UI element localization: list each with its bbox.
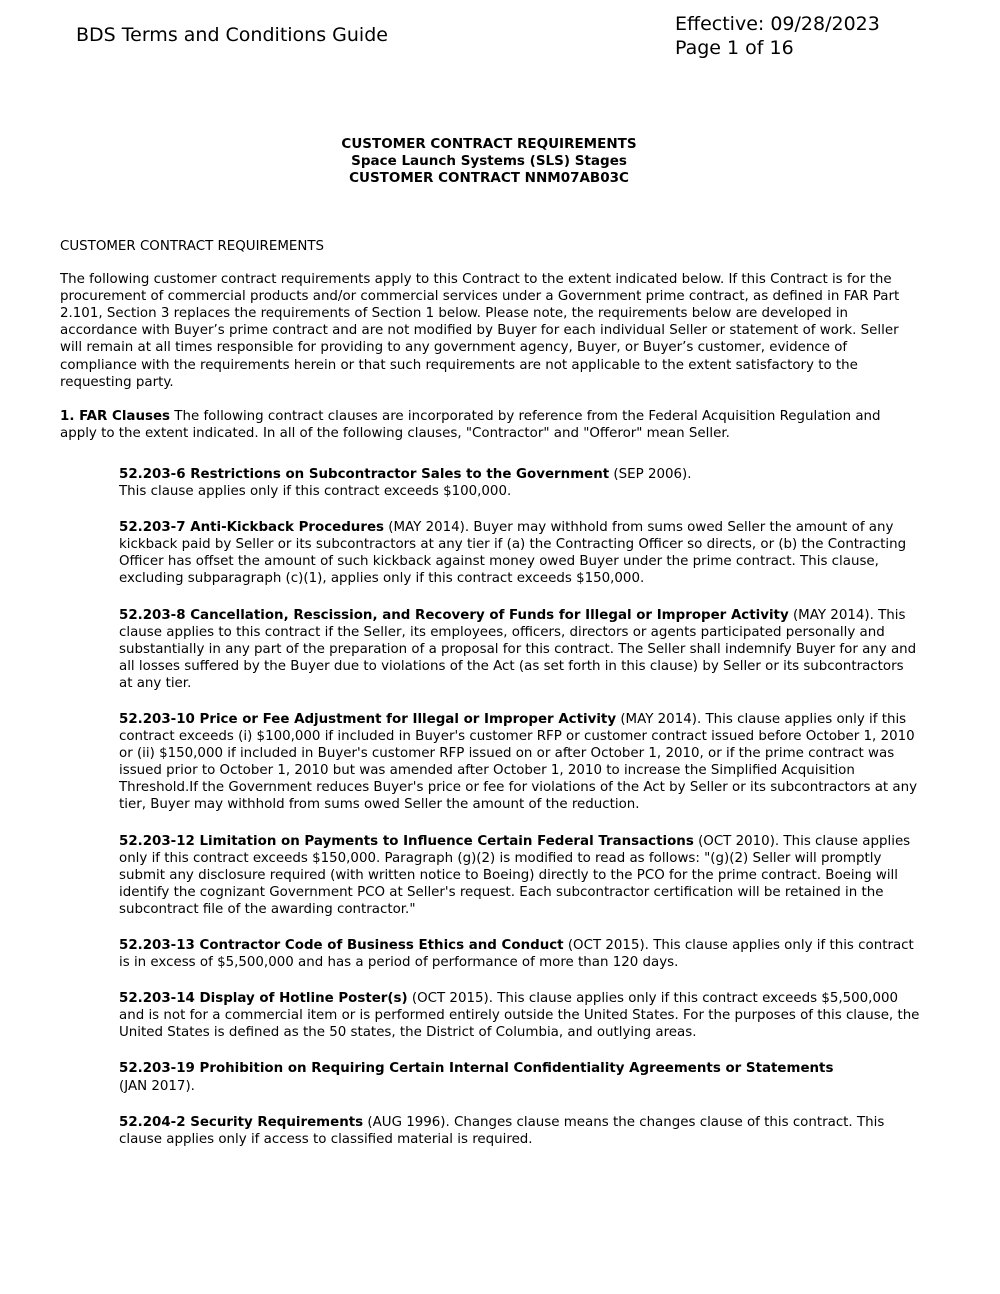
clause-text: (MAY 2014). This clause applies only if this contract exceeds (i) $100,000 if included in Buyer's customer RFP or customer contract issued before October 1, 2010 or (ii) $150,000 if included in Buyer's customer RFP issued on or after October 1, 2010, or if the prime contract was issued prior to October 1, 2010 but was amended after October 1, 2010 to increase the Simplified Acquisition Threshold.If the Government reduces Buyer's price or fee for violations of the Act by Seller or its subcontractors at any tier, Buyer may withhold from sums owed Seller the amount of the reduction. <box>119 711 918 813</box>
intro-paragraph: The following customer contract requirements apply to this Contract to the extent indicated below. If this Contract is for the procurement of commercial products and/or commercial services under a Government prime contract, as defined in FAR Part 2.101, Section 3 replaces the requirements of Section 1 below. Please note, the requirements below are developed in accordance with Buyer’s prime contract and are not modified by Buyer for each individual Seller or statement of work. Seller will remain at all times responsible for providing to any government agency, Buyer, or Buyer’s customer, evidence of compliance with the requirements herein or that such requirements are not applicable to the extent satisfactory to the requesting party. <box>60 272 900 390</box>
clause-text: (OCT 2015). This clause applies only if this contract exceeds $5,500,000 and is not for a commercial item or is performed entirely outside the United States. For the purposes of this clause, the United States is defined as the 50 states, the District of Columbia, and outlying areas. <box>119 991 920 1041</box>
far-clauses-intro <box>60 408 920 442</box>
page-header <box>0 0 1000 80</box>
clause-52-203-19 <box>119 1060 920 1094</box>
effective-date: Effective: 09/28/2023 <box>675 13 880 35</box>
clause-text: (OCT 2015). This clause applies only if this contract is in excess of $5,500,000 and has a period of performance of more than 120 days. <box>119 938 914 971</box>
clause-title: 52.204-2 Security Requirements <box>119 1114 364 1130</box>
clause-title: 52.203-8 Cancellation, Rescission, and Recovery of Funds for Illegal or Improper Activity <box>119 607 789 623</box>
clause-title: 52.203-7 Anti-Kickback Procedures <box>119 520 385 536</box>
title-line-2: Space Launch Systems (SLS) Stages <box>351 153 627 169</box>
clause-text: (OCT 2010). This clause applies only if this contract exceeds $150,000. Paragraph (g)(2) is modified to read as follows: "(g)(2) Seller will promptly submit any disclosure required (with written notice to Boeing) directly to the PCO for the prime contract. Boeing will identify the cognizant Government PCO at Seller's request. Each subcontractor certification will be retained in the subcontract file of the awarding contractor." <box>119 833 911 917</box>
clause-52-203-14 <box>119 990 920 1041</box>
header-meta <box>675 12 880 60</box>
clause-title: 52.203-6 Restrictions on Subcontractor Sales to the Government <box>119 466 610 482</box>
section-heading: CUSTOMER CONTRACT REQUIREMENTS <box>60 239 325 254</box>
clause-text: (MAY 2014). Buyer may withhold from sums owed Seller the amount of any kickback paid by Seller or its subcontractors at any tier if (a) the Contracting Officer so directs, or (b) the Contracting Officer has offset the amount of such kickback against money owed Buyer under the prime contract. This clause, excluding subparagraph (c)(1), applies only if this contract exceeds $150,000. <box>119 520 907 587</box>
clause-title: 52.203-14 Display of Hotline Poster(s) <box>119 991 408 1007</box>
clause-52-203-8 <box>119 607 920 692</box>
clause-text: (SEP 2006). This clause applies only if this contract exceeds $100,000. <box>119 466 692 500</box>
clause-title: 52.203-12 Limitation on Payments to Influence Certain Federal Transactions <box>119 833 694 849</box>
title-line-3: CUSTOMER CONTRACT NNM07AB03C <box>349 170 629 186</box>
guide-title: BDS Terms and Conditions Guide <box>76 24 388 46</box>
clause-52-203-10 <box>119 711 920 814</box>
page-number: Page 1 of 16 <box>675 37 794 59</box>
clause-52-203-12 <box>119 833 920 918</box>
clause-text: (MAY 2014). This clause applies to this contract if the Seller, its employees, officers, directors or agents participated personally and substantially in any part of the preparation of a proposal for this contract. The Seller shall indemnify Buyer for any and all losses suffered by the Buyer due to violations of the Act (as set forth in this clause) by Seller or its subcontractors at any tier. <box>119 607 917 691</box>
clause-52-203-13 <box>119 937 920 971</box>
clause-title: 52.203-19 Prohibition on Requiring Certain Internal Confidentiality Agreements or Statements <box>119 1061 834 1077</box>
clause-52-203-6 <box>119 466 920 500</box>
clause-52-204-2 <box>119 1114 920 1148</box>
far-clauses-text: The following contract clauses are incorporated by reference from the Federal Acquisition Regulation and apply to the extent indicated. In all of the following clauses, "Contractor" and "Offeror" mean Seller. <box>60 408 881 441</box>
far-clauses-label: 1. FAR Clauses <box>60 408 171 424</box>
document-body <box>60 238 920 1167</box>
clause-text: (AUG 1996). Changes clause means the changes clause of this contract. This clause applies only if access to classified material is required. <box>119 1114 885 1147</box>
clause-52-203-7 <box>119 519 920 587</box>
title-line-1: CUSTOMER CONTRACT REQUIREMENTS <box>341 136 637 152</box>
clause-title: 52.203-10 Price or Fee Adjustment for Illegal or Improper Activity <box>119 711 617 727</box>
clause-title: 52.203-13 Contractor Code of Business Ethics and Conduct <box>119 938 564 953</box>
document-title <box>0 136 978 187</box>
clause-text: (JAN 2017). <box>119 1078 195 1094</box>
